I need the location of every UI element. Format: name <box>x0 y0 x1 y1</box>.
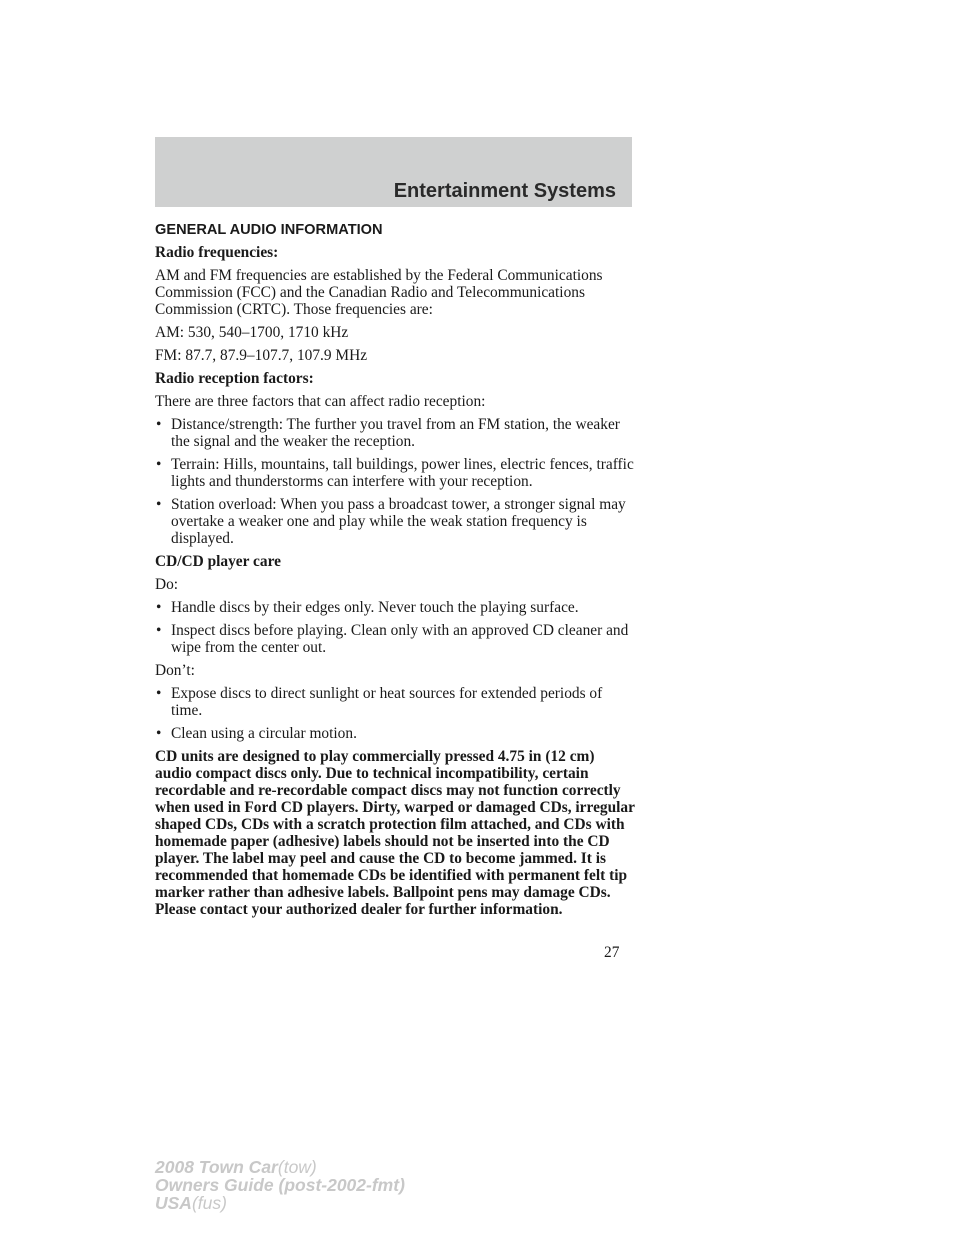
list-item-text: Inspect discs before playing. Clean only with an approved CD cleaner and wipe from the center out. <box>171 622 629 656</box>
dont-label: Don’t: <box>155 662 195 679</box>
footer-model: 2008 Town Car <box>155 1157 278 1177</box>
list-item <box>155 725 635 742</box>
do-list <box>155 599 635 656</box>
list-item <box>155 456 635 490</box>
bullet-icon: • <box>156 496 162 513</box>
list-item-text: Distance/strength: The further you travel from an FM station, the weaker the signal and the weaker the reception. <box>171 416 620 450</box>
list-item <box>155 622 635 656</box>
reception-factors-list <box>155 416 635 547</box>
do-label: Do: <box>155 576 179 593</box>
footer-guide: Owners Guide (post-2002-fmt) <box>155 1175 405 1195</box>
document-footer <box>155 1158 405 1212</box>
list-item-text: Terrain: Hills, mountains, tall buildings, power lines, electric fences, traffic lights and thunderstorms can interfere with your reception. <box>171 456 634 490</box>
bullet-icon: • <box>156 416 162 433</box>
bullet-icon: • <box>156 599 162 616</box>
bullet-icon: • <box>156 622 162 639</box>
list-item <box>155 599 635 616</box>
reception-intro: There are three factors that can affect radio reception: <box>155 393 486 410</box>
footer-market: USA <box>155 1193 192 1213</box>
radio-frequencies-intro: AM and FM frequencies are established by the Federal Communications Commission (FCC) and the Canadian Radio and Telecommunications Commission (CRTC). Those frequencies are: <box>155 267 603 318</box>
footer-market-code: (fus) <box>191 1193 227 1213</box>
section-title: GENERAL AUDIO INFORMATION <box>155 222 383 238</box>
cd-care-heading: CD/CD player care <box>155 553 281 570</box>
footer-model-code: (tow) <box>277 1157 317 1177</box>
section-header-bar <box>155 137 632 207</box>
list-item <box>155 685 635 719</box>
list-item-text: Handle discs by their edges only. Never touch the playing surface. <box>171 599 579 616</box>
list-item <box>155 496 635 547</box>
list-item-text: Clean using a circular motion. <box>171 725 357 742</box>
footer-line-market <box>155 1194 405 1212</box>
list-item <box>155 416 635 450</box>
radio-frequencies-heading: Radio frequencies: <box>155 244 279 261</box>
am-frequencies: AM: 530, 540–1700, 1710 kHz <box>155 324 349 341</box>
list-item-text: Station overload: When you pass a broadcast tower, a stronger signal may overtake a weaker one and play while the weak station frequency is displayed. <box>171 496 626 547</box>
bullet-icon: • <box>156 456 162 473</box>
bullet-icon: • <box>156 725 162 742</box>
dont-list <box>155 685 635 742</box>
page-number: 27 <box>604 944 620 961</box>
page-content <box>155 222 635 918</box>
list-item-text: Expose discs to direct sunlight or heat sources for extended periods of time. <box>171 685 603 719</box>
reception-heading: Radio reception factors: <box>155 370 314 387</box>
footer-line-model <box>155 1158 405 1176</box>
bullet-icon: • <box>156 685 162 702</box>
footer-line-guide <box>155 1176 405 1194</box>
section-header-title: Entertainment Systems <box>393 180 616 202</box>
fm-frequencies: FM: 87.7, 87.9–107.7, 107.9 MHz <box>155 347 368 364</box>
cd-notice-paragraph: CD units are designed to play commercially pressed 4.75 in (12 cm) audio compact discs only. Due to technical incompatibility, certain recordable and re-recordable compact discs may not function correctly when used in Ford CD players. Dirty, warped or damaged CDs, irregular shaped CDs, CDs with a scratch protection film attached, and CDs with homemade paper (adhesive) labels should not be inserted into the CD player. The label may peel and cause the CD to become jammed. It is recommended that homemade CDs be identified with permanent felt tip marker rather than adhesive labels. Ballpoint pens may damage CDs. Please contact your authorized dealer for further information. <box>155 748 635 918</box>
